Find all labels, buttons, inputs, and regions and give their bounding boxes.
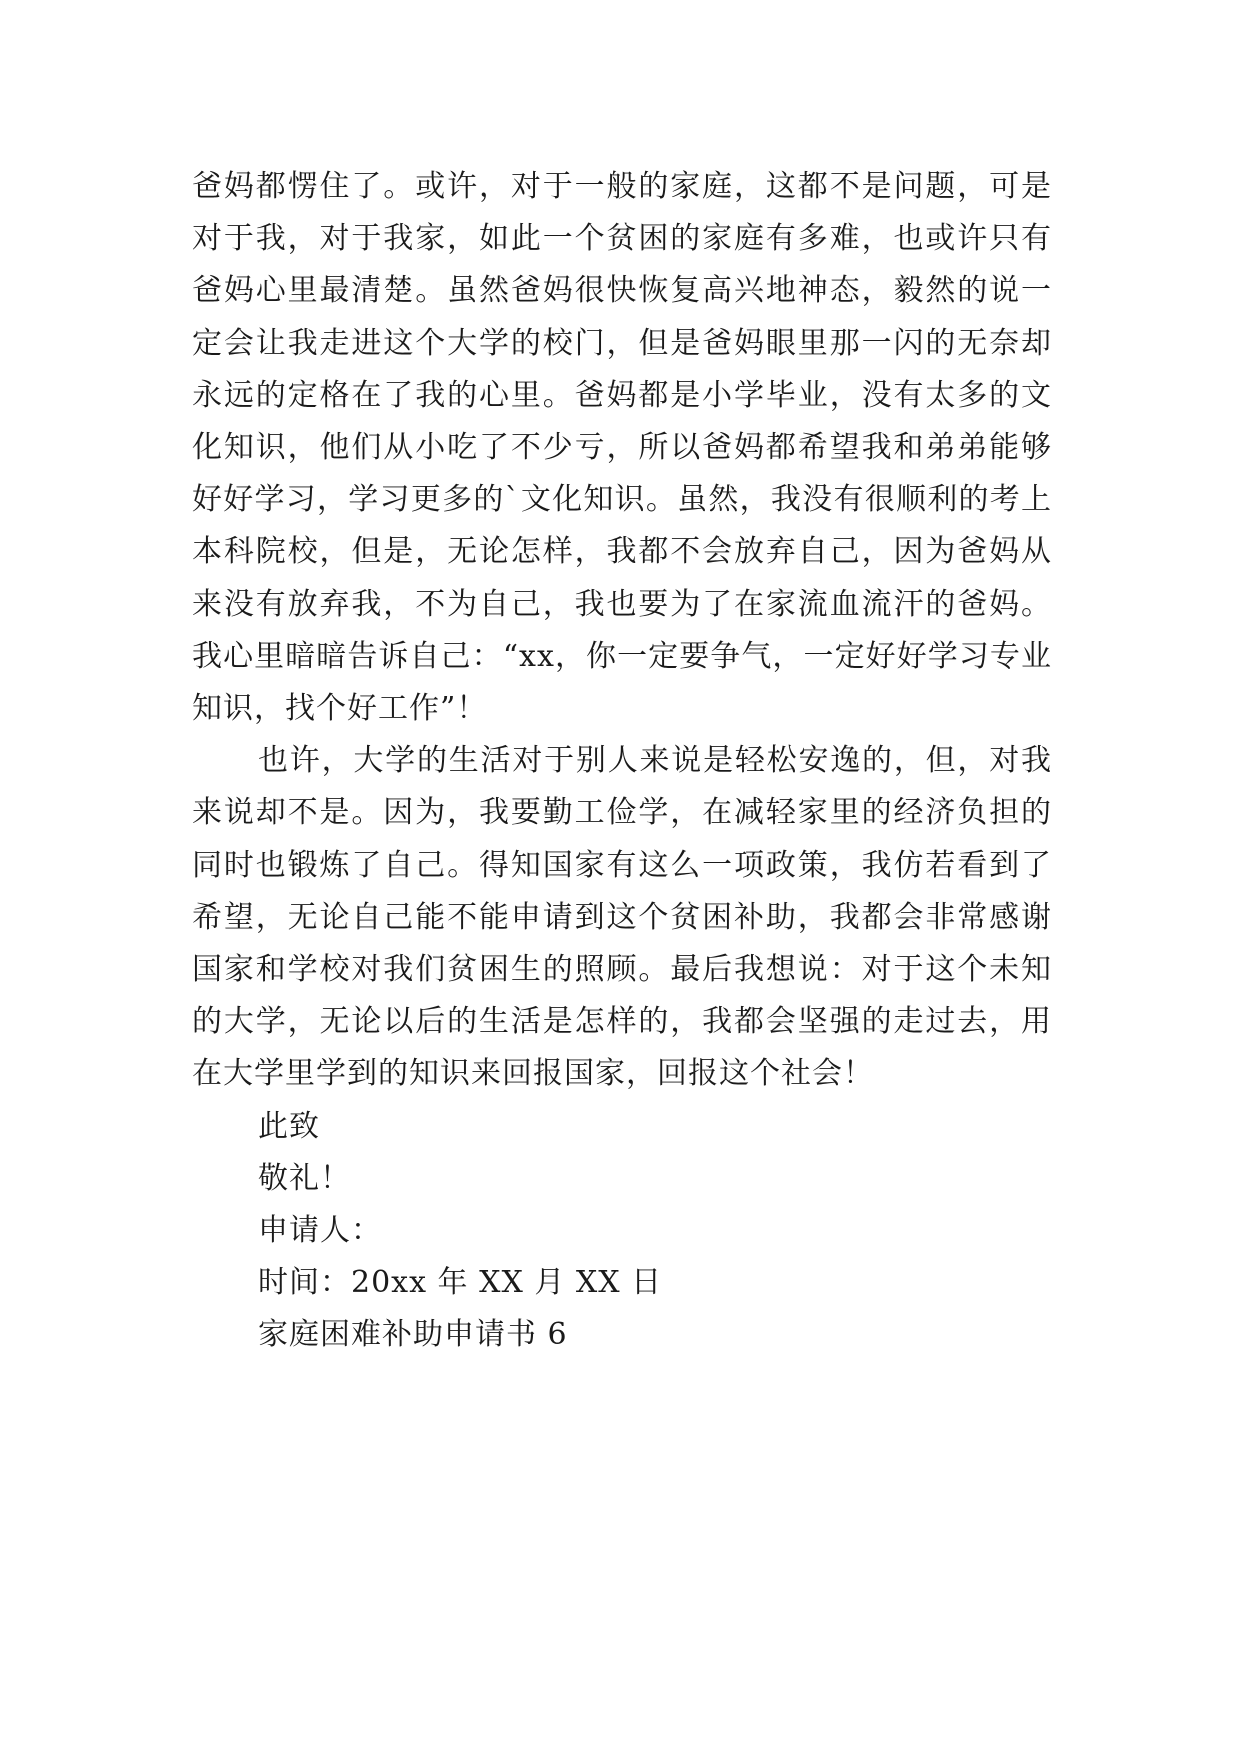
applicant-line: 申请人： xyxy=(258,1213,382,1249)
body-paragraph: 也许，大学的生活对于别人来说是轻松安逸的，但，对我来说却不是。因为，我要勤工俭学，在减轻家里的经济负担的同时也锻炼了自己。得知国家有这么一项政策，我仿若看到了希望，无论自己能不能申请到这个贫困补助，我都会非常感谢国家和学校对我们贫困生的照顾。最后我想说：对于这个未知的大学，无论以后的生活是怎样的，我都会坚强的走过去，用在大学里学到的知识来回报国家，回报这个社会！ xyxy=(192,743,1052,1092)
closing-salutation: 此致 xyxy=(258,1108,320,1144)
date-line: 时间：20xx 年 XX 月 XX 日 xyxy=(258,1265,663,1301)
body-paragraph-continued: 爸妈都愣住了。或许，对于一般的家庭，这都不是问题，可是对于我，对于我家，如此一个贫困的家庭有多难，也或许只有爸妈心里最清楚。虽然爸妈很快恢复高兴地神态，毅然的说一定会让我走进这个大学的校门，但是爸妈眼里那一闪的无奈却永远的定格在了我的心里。爸妈都是小学毕业，没有太多的文化知识，他们从小吃了不少亏，所以爸妈都希望我和弟弟能够好好学习，学习更多的`文化知识。虽然，我没有很顺利的考上本科院校，但是，无论怎样，我都不会放弃自己，因为爸妈从来没有放弃我，不为自己，我也要为了在家流血流汗的爸妈。我心里暗暗告诉自己：“xx，你一定要争气，一定好好学习专业知识，找个好工作”！ xyxy=(192,169,1052,727)
next-section-title: 家庭困难补助申请书 6 xyxy=(258,1317,568,1353)
document-body xyxy=(192,161,1052,1362)
closing-regards: 敬礼！ xyxy=(258,1160,351,1196)
